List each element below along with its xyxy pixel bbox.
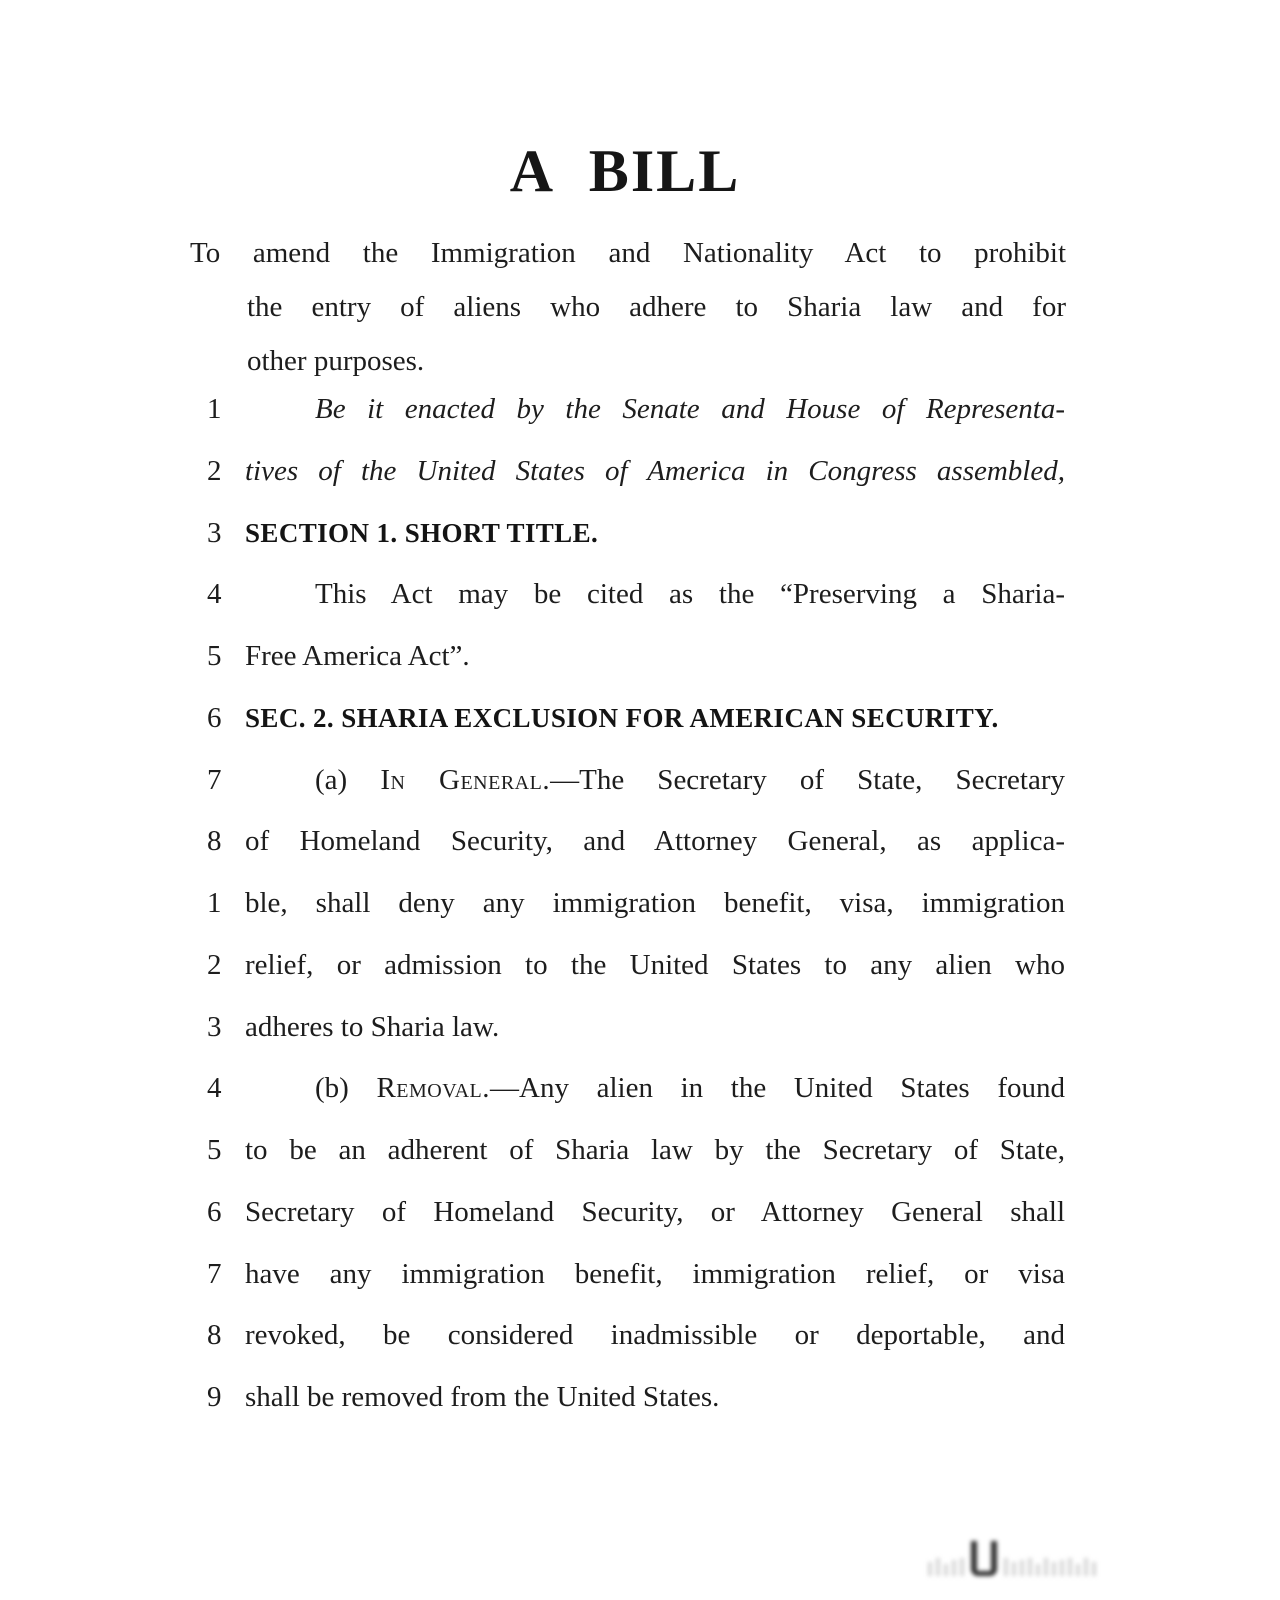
bill-line [207,379,1065,441]
line-number: 1 [207,393,222,425]
watermark-mark [936,1558,940,1576]
line-text: revoked, be considered inadmissible or deportable, and [245,1319,1065,1352]
bill-line [207,873,1065,935]
line-number: 3 [207,1010,222,1043]
line-number: 6 [207,1195,222,1228]
line-number: 4 [207,1072,222,1105]
bill-line [207,1367,1065,1429]
line-text: Free America Act”. [245,640,470,672]
bill-line [207,564,1065,626]
preamble-line: To amend the Immigration and Nationality Act to prohibit [190,237,1066,269]
watermark-mark [1060,1560,1064,1576]
line-text: relief, or admission to the United States to any alien who [245,948,1065,981]
line-number: 2 [207,454,222,487]
watermark-mark [960,1558,964,1576]
watermark [928,1538,1163,1576]
bill-line [207,503,1065,565]
bill-line [207,997,1065,1059]
watermark-mark [928,1562,932,1576]
bill-line [207,441,1065,503]
watermark-mark [1028,1558,1032,1576]
bill-line [207,750,1065,812]
line-text: adheres to Sharia law. [245,1010,500,1043]
line-text: to be an adherent of Sharia law by the Secretary of State, [245,1134,1065,1166]
watermark-mark [1020,1560,1024,1576]
bill-line [207,1305,1065,1367]
line-number: 8 [207,825,222,858]
bill-line [207,935,1065,997]
line-text: (b) Removal.—Any alien in the United States found [315,1072,1065,1105]
line-number: 2 [207,948,222,981]
watermark-mark [1068,1558,1072,1576]
watermark-mark [1012,1562,1016,1576]
bill-line [207,1244,1065,1306]
line-text: ble, shall deny any immigration benefit, visa, immigration [245,887,1065,919]
line-text: tives of the United States of America in Congress assembled, [245,454,1065,487]
bill-title: A BILL [509,138,741,204]
watermark-mark [1052,1562,1056,1576]
watermark-glyph [971,1541,997,1576]
line-text: shall be removed from the United States. [245,1381,720,1413]
bill-line [207,1182,1065,1244]
line-number: 4 [207,578,222,611]
preamble-line: other purposes. [247,345,425,377]
watermark-mark [952,1560,956,1576]
watermark-mark [944,1564,948,1576]
line-text: SEC. 2. SHARIA EXCLUSION FOR AMERICAN SECURITY. [245,702,999,733]
watermark-mark [1084,1558,1088,1576]
line-text: of Homeland Security, and Attorney General, as applica- [245,825,1065,858]
bill-line [207,1120,1065,1182]
watermark-mark [1004,1558,1008,1576]
watermark-mark [1044,1558,1048,1576]
preamble-line: the entry of aliens who adhere to Sharia law and for [247,291,1066,323]
line-number: 7 [207,763,222,796]
watermark-mark [1076,1564,1080,1576]
preamble [190,226,1066,388]
line-text: have any immigration benefit, immigration relief, or visa [245,1257,1065,1290]
line-number: 6 [207,701,222,734]
line-number: 1 [207,887,222,919]
watermark-mark [1036,1564,1040,1576]
line-text: This Act may be cited as the “Preserving a Sharia- [315,578,1065,611]
line-number: 5 [207,1134,222,1166]
bill-line [207,626,1065,688]
line-number: 7 [207,1257,222,1290]
line-text: Secretary of Homeland Security, or Attorney General shall [245,1195,1065,1228]
watermark-mark [1092,1562,1096,1576]
bill-line [207,1058,1065,1120]
bill-lines [207,379,1065,1429]
line-number: 8 [207,1319,222,1352]
line-number: 5 [207,640,222,672]
line-number: 3 [207,516,222,549]
line-text: (a) In General.—The Secretary of State, Secretary [315,763,1066,796]
line-text: SECTION 1. SHORT TITLE. [245,517,599,548]
line-number: 9 [207,1381,222,1413]
bill-line [207,811,1065,873]
line-text: Be it enacted by the Senate and House of Representa- [315,393,1065,425]
bill-line [207,688,1065,750]
